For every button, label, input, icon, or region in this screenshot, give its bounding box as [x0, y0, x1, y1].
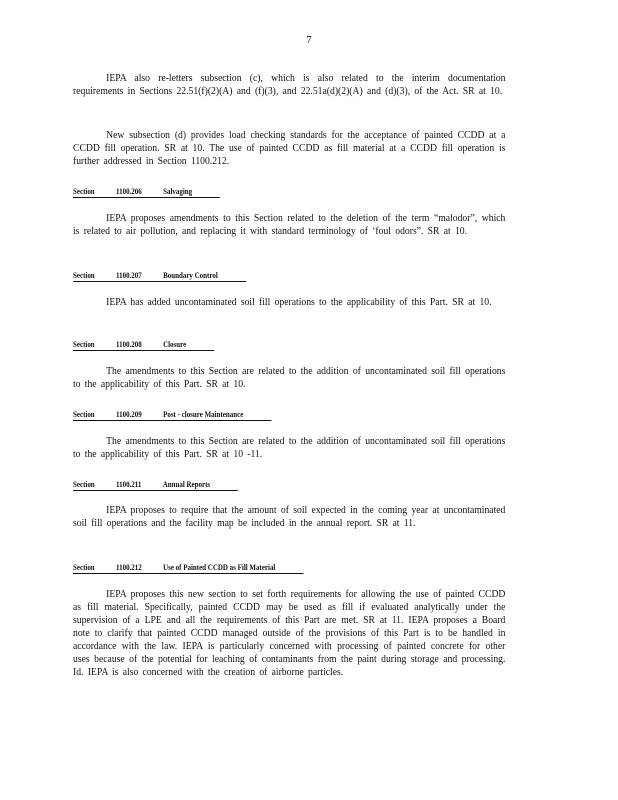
section-title: Boundary Control [163, 270, 218, 280]
section-heading-boundary-control [73, 270, 246, 282]
section-number: 1100.206 [116, 186, 142, 196]
paragraph-salvaging: IEPA proposes amendments to this Section related to the deletion of the term “malodor”, which is related to air pollution, and replacing it with standard terminology of ‘foul odors”. SR at 10. [73, 213, 506, 237]
section-number: 1100.209 [116, 409, 142, 419]
section-number: 1100.211 [116, 479, 142, 489]
section-label: Section [73, 186, 95, 196]
paragraph-painted-ccdd: IEPA proposes this new section to set forth requirements for allowing the use of painted CCDD as fill material. Specifically, painted CCDD may be used as fill if evaluated analytically under the supervision of a LPE and all the requirements of this Part are met. SR at 11. IEPA proposes a Board note to clarify that painted CCDD managed outside of the provisions of this Part is to be handled in accordance with the law. IEPA is particularly concerned with processing of painted concrete for other uses because of the potential for leaching of contaminants from the paint during storage and processing. Id. IEPA is also concerned with the creation of airborne particles. [73, 589, 506, 678]
section-number: 1100.212 [116, 562, 142, 572]
section-title: Post - closure Maintenance [163, 409, 244, 419]
section-heading-painted-ccdd [73, 562, 303, 574]
page-number: 7 [306, 34, 312, 46]
paragraph-post-closure: The amendments to this Section are related to the addition of uncontaminated soil fill operations to the applicability of this Part. SR at 10 -11. [73, 436, 506, 460]
section-title: Annual Reports [162, 479, 211, 489]
section-label: Section [73, 479, 95, 489]
paragraph-closure: The amendments to this Section are related to the addition of uncontaminated soil fill operations to the applicability of this Part. SR at 10. [73, 366, 506, 390]
paragraph-load-checking: New subsection (d) provides load checking standards for the acceptance of painted CCDD at a CCDD fill operation. SR at 10. The use of painted CCDD as fill material at a CCDD fill operation is further addressed in Section 1100.212. [73, 130, 506, 167]
section-number: 1100.207 [116, 270, 142, 280]
section-heading-closure [73, 339, 214, 351]
section-label: Section [73, 562, 95, 572]
section-heading-annual-reports [73, 479, 238, 491]
section-number: 1100.208 [116, 339, 142, 349]
paragraph-annual-reports: IEPA proposes to require that the amount of soil expected in the coming year at uncontaminated soil fill operations and the facility map be included in the annual report. SR at 11. [73, 505, 506, 529]
section-title: Use of Painted CCDD as Fill Material [163, 562, 276, 572]
section-heading-post-closure [73, 409, 271, 421]
paragraph-boundary-control: IEPA has added uncontaminated soil fill operations to the applicability of this Part. SR at 10. [106, 297, 492, 308]
paragraph-relettering: IEPA also re-letters subsection (c), which is also related to the interim documentation requirements in Sections 22.51(f)(2)(A) and (f)(3), and 22.51a(d)(2)(A) and (d)(3), of the Act. SR at 10. [73, 73, 506, 97]
section-title: Salvaging [163, 186, 193, 196]
section-label: Section [73, 270, 95, 280]
section-label: Section [73, 409, 95, 419]
section-title: Closure [163, 339, 187, 349]
section-label: Section [73, 339, 95, 349]
section-heading-salvaging [73, 186, 220, 198]
